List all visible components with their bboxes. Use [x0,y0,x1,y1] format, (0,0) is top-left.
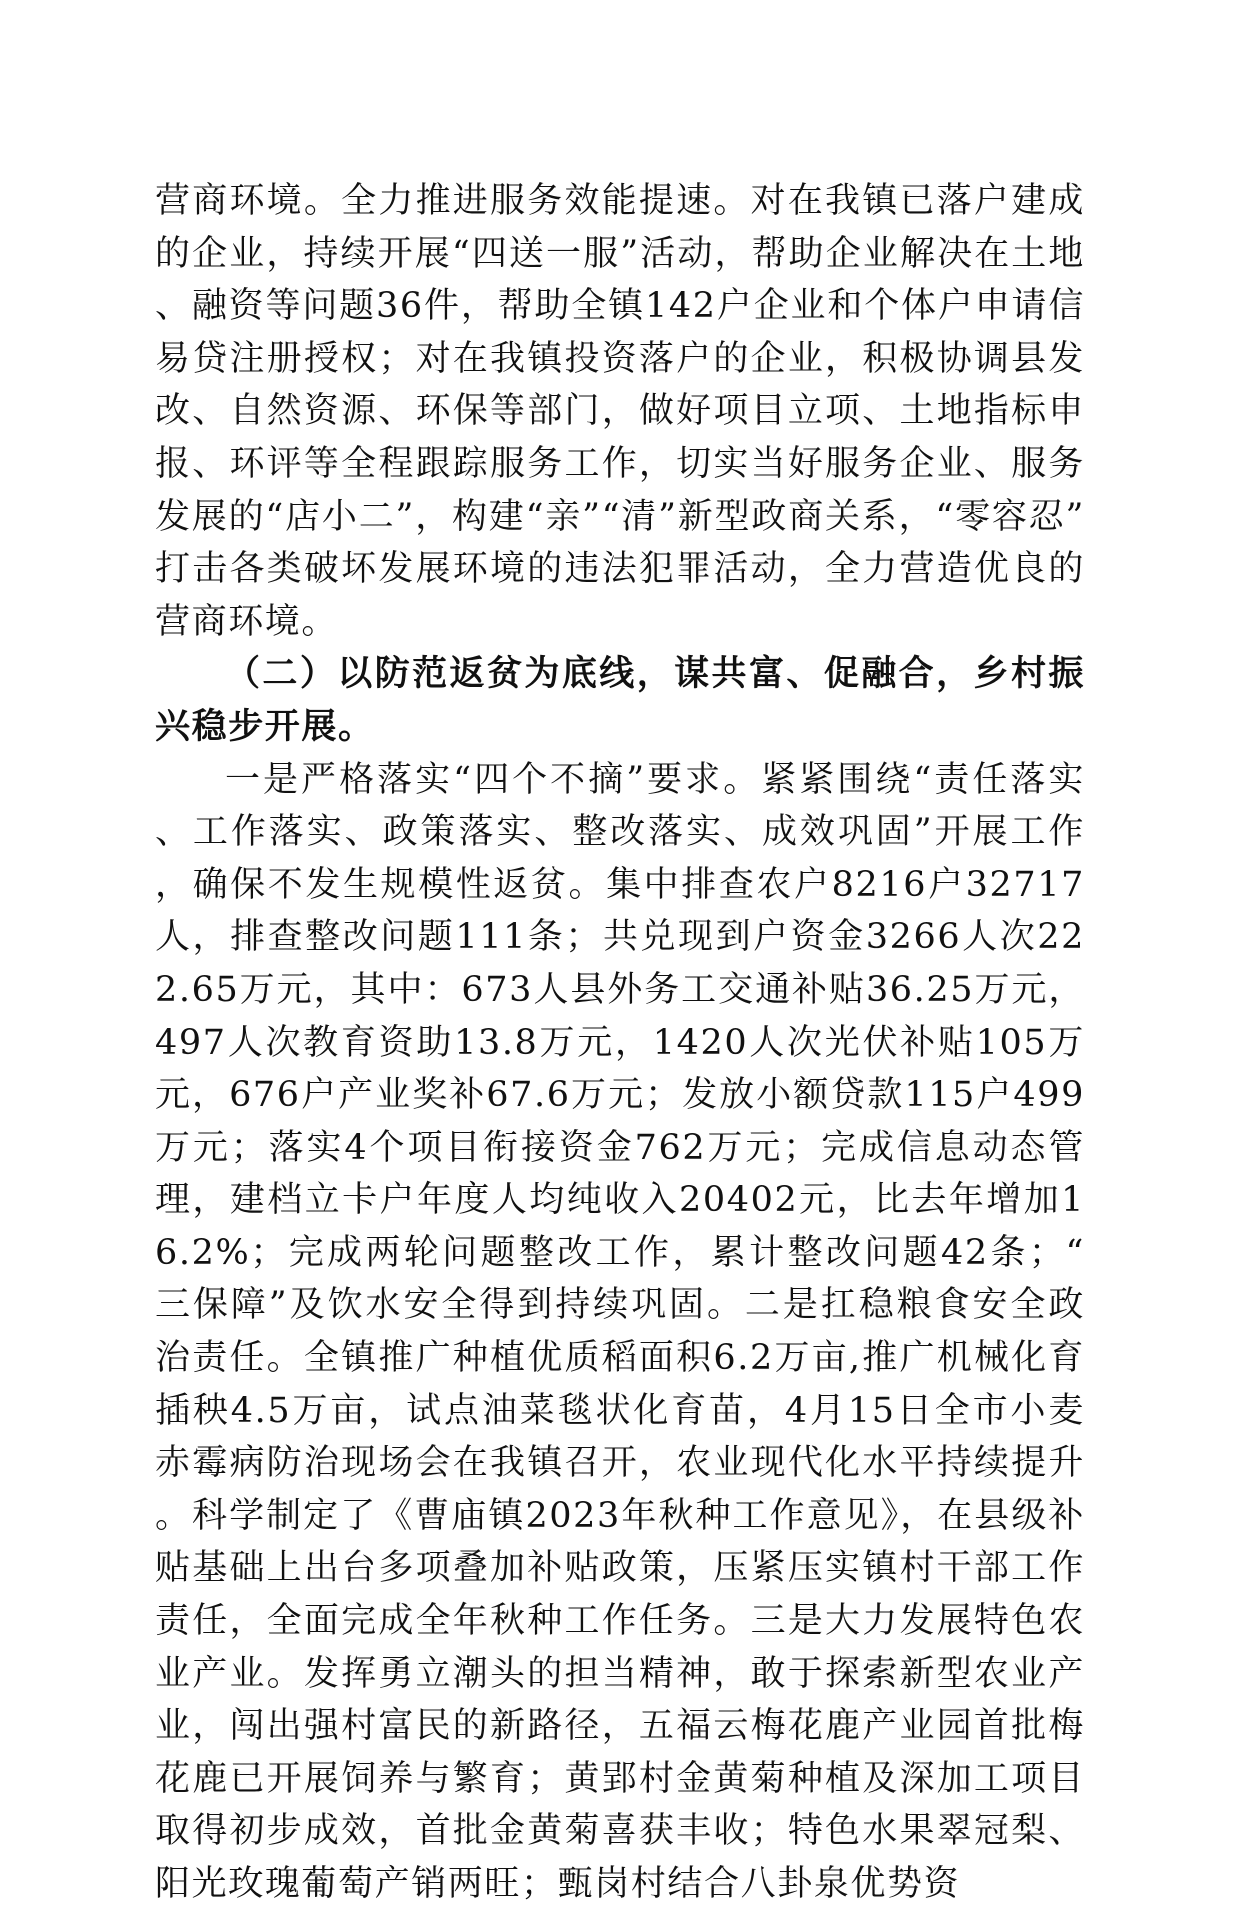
paragraph-business-environment: 营商环境。全力推进服务效能提速。对在我镇已落户建成的企业，持续开展“四送一服”活动，帮助企业解决在土地、融资等问题36件，帮助全镇142户企业和个体户申请信易贷注册授权；对在我镇投资落户的企业，积极协调县发改、自然资源、环保等部门，做好项目立项、土地指标申报、环评等全程跟踪服务工作，切实当好服务企业、服务发展的“店小二”，构建“亲”“清”新型政商关系，“零容忍”打击各类破坏发展环境的违法犯罪活动，全力营造优良的营商环境。 [155,181,1085,642]
document-body [155,175,1085,1911]
paragraph-poverty-prevention: 一是严格落实“四个不摘”要求。紧紧围绕“责任落实、工作落实、政策落实、整改落实、成效巩固”开展工作，确保不发生规模性返贫。集中排查农户8216户32717人，排查整改问题111条；共兑现到户资金3266人次222.65万元，其中：673人县外务工交通补贴36.25万元，497人次教育资助13.8万元，1420人次光伏补贴105万元，676户产业奖补67.6万元；发放小额贷款115户499万元；落实4个项目衔接资金762万元；完成信息动态管理，建档立卡户年度人均纯收入20402元，比去年增加16.2%；完成两轮问题整改工作，累计整改问题42条；“三保障”及饮水安全得到持续巩固。二是扛稳粮食安全政治责任。全镇推广种植优质稻面积6.2万亩,推广机械化育插秧4.5万亩，试点油菜毯状化育苗，4月15日全市小麦赤霉病防治现场会在我镇召开，农业现代化水平持续提升。科学制定了《曹庙镇2023年秋种工作意见》，在县级补贴基础上出台多项叠加补贴政策，压紧压实镇村干部工作责任，全面完成全年秋种工作任务。三是大力发展特色农业产业。发挥勇立潮头的担当精神，敢于探索新型农业产业，闯出强村富民的新路径，五福云梅花鹿产业园首批梅花鹿已开展饲养与繁育；黄郢村金黄菊种植及深加工项目取得初步成效，首批金黄菊喜获丰收；特色水果翠冠梨、阳光玫瑰葡萄产销两旺；甄岗村结合八卦泉优势资 [155,759,1085,1904]
section-heading-rural-revitalization: （二）以防范返贫为底线，谋共富、促融合，乡村振兴稳步开展。 [155,653,1085,747]
